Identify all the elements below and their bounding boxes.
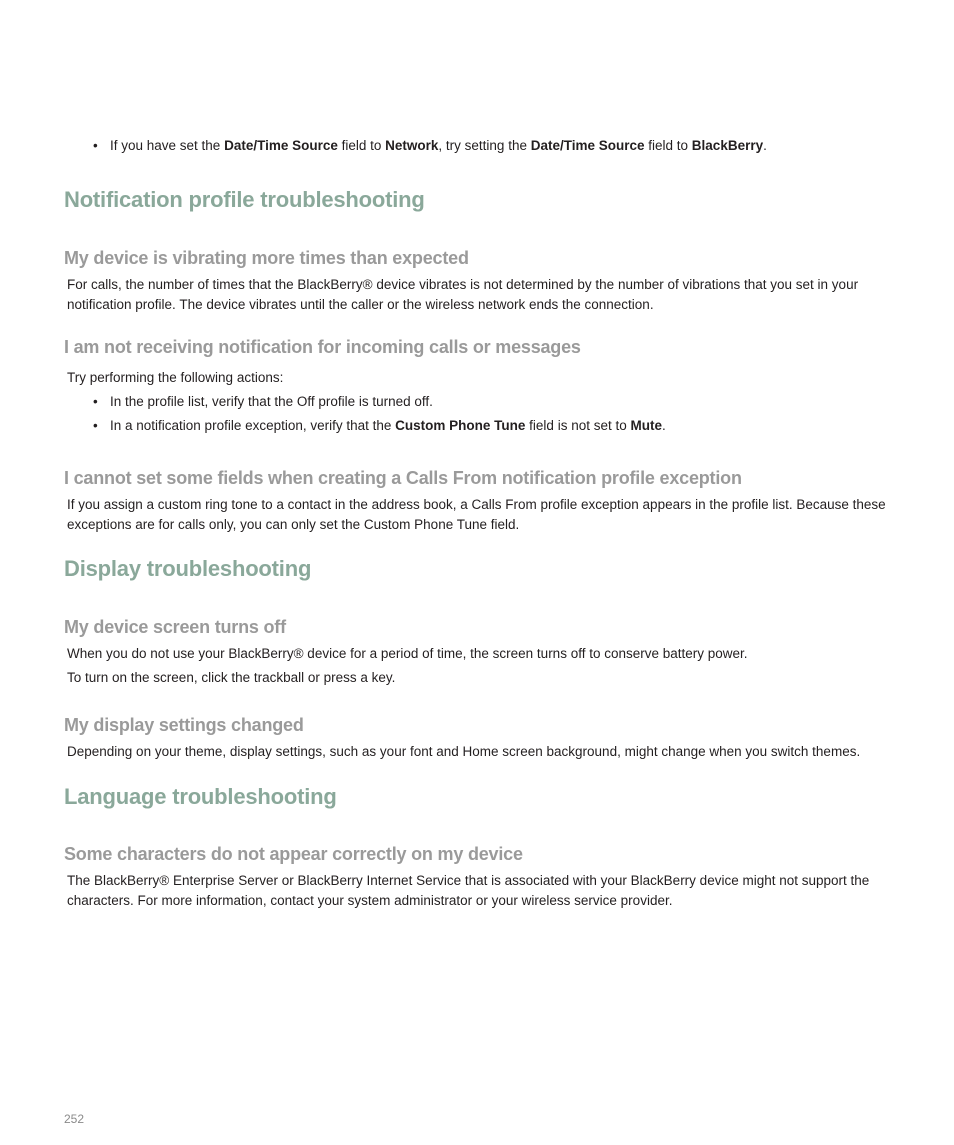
paragraph-display-settings: Depending on your theme, display settings, such as your font and Home screen background, might change when you switch themes. (67, 744, 861, 759)
bullet-marker: • (93, 394, 98, 409)
paragraph-line: characters. For more information, contact your system administrator or your wireless service provider. (67, 893, 673, 908)
paragraph-vibrating (67, 275, 902, 315)
paragraph-line: The BlackBerry® Enterprise Server or BlackBerry Internet Service that is associated with your BlackBerry device might not support the (67, 873, 870, 888)
subsection-title-display-settings-changed: My display settings changed (64, 715, 304, 735)
actions-intro: Try performing the following actions: (67, 370, 284, 385)
paragraph-line: For calls, the number of times that the BlackBerry® device vibrates is not determined by the number of vibrations that you set in your (67, 277, 859, 292)
field-name-date-time-source: Date/Time Source (224, 138, 338, 153)
paragraph-characters (67, 871, 902, 911)
action-text: field is not set to (525, 418, 631, 433)
field-name-custom-phone-tune: Custom Phone Tune (395, 418, 526, 433)
section-title-notification-profile: Notification profile troubleshooting (64, 187, 425, 212)
tip-text: field to (337, 138, 386, 153)
paragraph-calls-from-exception (67, 495, 902, 535)
value-network: Network (385, 138, 439, 153)
value-mute: Mute (630, 418, 662, 433)
tip-text: field to (644, 138, 692, 153)
paragraph-line: notification profile. The device vibrates until the caller or the wireless network ends the connection. (67, 297, 654, 312)
paragraph-turn-on-screen: To turn on the screen, click the trackball or press a key. (67, 670, 396, 685)
subsection-title-vibrating: My device is vibrating more times than expected (64, 248, 469, 268)
tip-text: , try setting the (438, 138, 531, 153)
bullet-marker: • (93, 418, 98, 433)
paragraph-line: If you assign a custom ring tone to a contact in the address book, a Calls From profile exception appears in the profile list. Because these (67, 497, 886, 512)
subsection-title-calls-from-exception: I cannot set some fields when creating a Calls From notification profile exception (64, 468, 742, 488)
action-text: In a notification profile exception, verify that the (110, 418, 396, 433)
section-title-language: Language troubleshooting (64, 784, 337, 809)
paragraph-line: exceptions are for calls only, you can only set the Custom Phone Tune field. (67, 517, 520, 532)
subsection-title-characters: Some characters do not appear correctly on my device (64, 844, 523, 864)
subsection-title-not-receiving-notification: I am not receiving notification for incoming calls or messages (64, 337, 581, 357)
section-title-display: Display troubleshooting (64, 556, 312, 581)
action-custom-phone-tune (110, 416, 666, 436)
field-name-date-time-source: Date/Time Source (530, 138, 645, 153)
action-off-profile: In the profile list, verify that the Off profile is turned off. (110, 394, 433, 409)
action-text: . (661, 418, 666, 433)
tip-text: . (763, 138, 767, 153)
value-blackberry: BlackBerry (691, 138, 764, 153)
bullet-marker: • (93, 138, 98, 153)
page-number: 252 (64, 1112, 85, 1126)
date-time-source-tip (110, 136, 767, 156)
tip-text: If you have set the (110, 138, 225, 153)
subsection-title-screen-turns-off: My device screen turns off (64, 617, 286, 637)
paragraph-screen-turns-off: When you do not use your BlackBerry® device for a period of time, the screen turns off to conserve battery power. (67, 646, 748, 661)
